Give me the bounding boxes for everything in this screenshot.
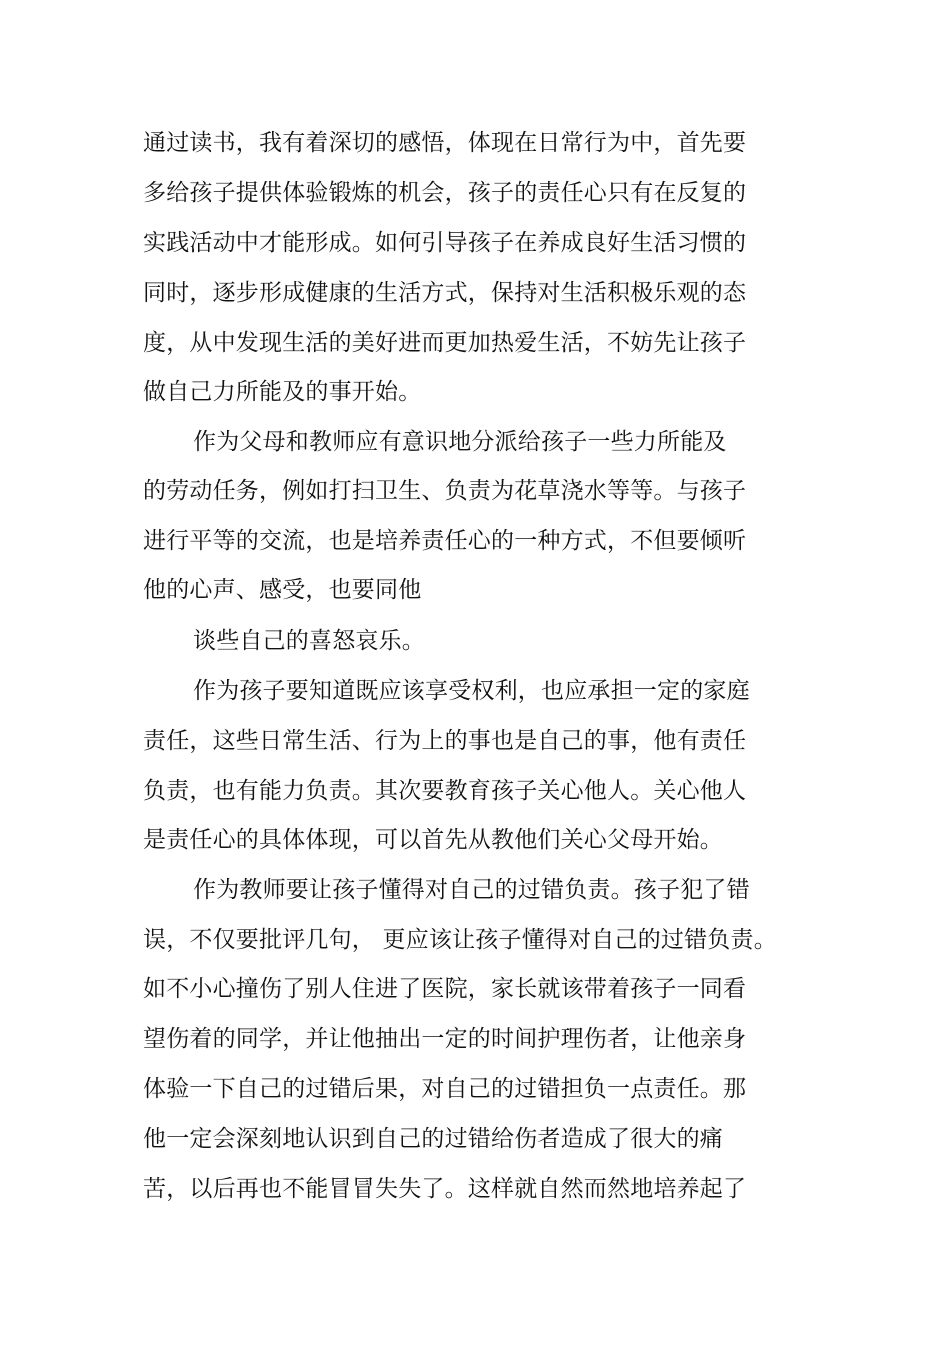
paragraph-first-line: 谈些自己的喜怒哀乐。 <box>193 628 425 654</box>
text-line: 体验一下自己的过错后果，对自己的过错担负一点责任。那 <box>143 1076 747 1102</box>
text-line: 是责任心的具体体现，可以首先从教他们关心父母开始。 <box>143 827 723 853</box>
text-line: 进行平等的交流，也是培养责任心的一种方式，不但要倾听 <box>143 528 747 554</box>
text-line: 他一定会深刻地认识到自己的过错给伤者造成了很大的痛 <box>143 1126 723 1152</box>
text-line: 度，从中发现生活的美好进而更加热爱生活，不妨先让孩子 <box>143 330 747 356</box>
text-line: 的劳动任务，例如打扫卫生、负责为花草浇水等等。与孩子 <box>143 478 747 504</box>
text-line: 他的心声、感受，也要同他 <box>143 577 422 603</box>
text-line: 负责，也有能力负责。其次要教育孩子关心他人。关心他人 <box>143 778 747 804</box>
text-line: 苦，以后再也不能冒冒失失了。这样就自然而然地培养起了 <box>143 1176 747 1202</box>
paragraph-first-line: 作为孩子要知道既应该享受权利，也应承担一定的家庭 <box>193 678 750 704</box>
text-line: 如不小心撞伤了别人住进了医院，家长就该带着孩子一同看 <box>143 976 747 1002</box>
text-line: 通过读书，我有着深切的感悟，体现在日常行为中，首先要 <box>143 130 747 156</box>
text-line: 误，不仅要批评几句， 更应该让孩子懂得对自己的过错负责。 <box>143 927 777 953</box>
text-line: 同时，逐步形成健康的生活方式，保持对生活积极乐观的态 <box>143 280 747 306</box>
text-line: 望伤着的同学，并让他抽出一定的时间护理伤者，让他亲身 <box>143 1026 747 1052</box>
text-line: 多给孩子提供体验锻炼的机会，孩子的责任心只有在反复的 <box>143 180 747 206</box>
text-line: 做自己力所能及的事开始。 <box>143 379 422 405</box>
text-line: 责任，这些日常生活、行为上的事也是自己的事，他有责任 <box>143 728 747 754</box>
paragraph-first-line: 作为父母和教师应有意识地分派给孩子一些力所能及 <box>193 429 727 455</box>
paragraph-first-line: 作为教师要让孩子懂得对自己的过错负责。孩子犯了错 <box>193 877 750 903</box>
text-line: 实践活动中才能形成。如何引导孩子在养成良好生活习惯的 <box>143 230 747 256</box>
